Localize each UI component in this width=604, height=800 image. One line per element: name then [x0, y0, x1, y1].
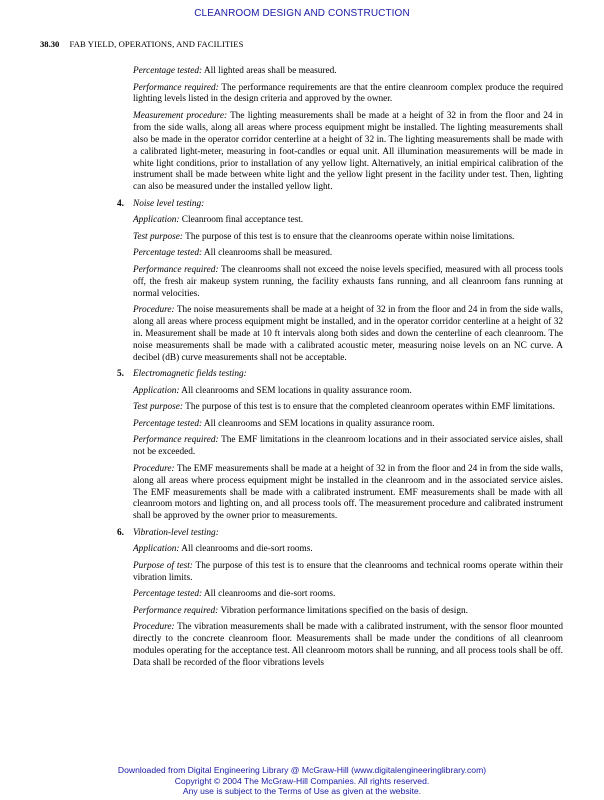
paragraph-text: The purpose of this test is to ensure that the cleanrooms and technical rooms operate within their vibration limits. — [133, 560, 563, 583]
paragraph — [133, 435, 563, 459]
paragraph-text: The purpose of this test is to ensure that the completed cleanroom operates within EMF limitations. — [183, 402, 555, 413]
paragraph-label: Percentage tested: — [133, 589, 203, 600]
paragraph — [133, 248, 563, 260]
paragraph — [133, 606, 563, 618]
paragraph — [133, 561, 563, 585]
item-number: 4. — [117, 198, 124, 209]
paragraph — [133, 402, 563, 414]
paragraph-label: Application: — [133, 544, 180, 555]
paragraph-label: Test purpose: — [133, 402, 184, 413]
paragraph-text: All lighted areas shall be measured. — [202, 66, 337, 76]
paragraph-text: Vibration performance limitations specified on the basis of design. — [218, 605, 469, 616]
download-source-line[interactable]: Downloaded from Digital Engineering Library @ McGraw-Hill (www.digitalengineeringlibrary.com) — [117, 765, 487, 775]
paragraph-text: The cleanrooms shall not exceed the noise levels specified, measured with all process tools off, the fresh air makeup system running, the facility exhausts fans running, and all cleanroom fans running at normal velocities. — [133, 264, 563, 299]
paragraph — [133, 215, 563, 227]
vibration-testing-heading — [117, 527, 563, 540]
paragraph — [133, 386, 563, 398]
paragraph-text: All cleanrooms shall be measured. — [202, 248, 333, 259]
running-head — [40, 39, 564, 50]
book-title-banner: CLEANROOM DESIGN AND CONSTRUCTION — [194, 8, 410, 19]
paragraph-text: The vibration measurements shall be made with a calibrated instrument, with the sensor floor mounted directly to the concrete cleanroom floor. Measurements shall be made under the conditions of all cleanroom modules operating for the acceptance test. All cleanroom motors shall be running, and all process tools shall be off. Data shall be recorded of the floor vibrations levels — [133, 622, 563, 668]
chapter-title: FAB YIELD, OPERATIONS, AND FACILITIES — [69, 39, 244, 49]
paragraph-text: Cleanroom final acceptance test. — [179, 215, 304, 226]
emf-testing-heading — [117, 369, 563, 381]
paragraph-text: The EMF limitations in the cleanroom locations and in their associated service aisles, shall not be exceeded. — [133, 435, 563, 458]
paragraph-text: The noise measurements shall be made at a height of 32 in from the floor and 24 in from the side walls, along all areas where process equipment might be installed, and in the operator corridor centerline at a height of 32 in. Measurement shall be made at 10 ft intervals along both sides and down the centerline of each cleanroom. The noise measurements shall be made with a calibrated acoustic meter, measuring noise levels on an NC curve. A decibel (dB) curve measurements shall not be acceptable. — [133, 305, 563, 363]
paragraph-text: The EMF measurements shall be made at a height of 32 in from the floor and 24 in from the side walls, along all areas where process equipment might be installed in the cleanroom and in the associated service aisles. The EMF measurements shall be made with a calibrated instrument. EMF measurements shall be made with all cleanroom motors and lighting on, and all process tools off. The measurement procedure and calibrated instrument shall be approved by the owner prior to measurements. — [133, 463, 563, 522]
paragraph-text: All cleanrooms and SEM locations in quality assurance room. — [202, 418, 435, 429]
paragraph — [133, 589, 563, 601]
paragraph-label: Percentage tested: — [133, 66, 203, 76]
terms-of-use-line[interactable]: Any use is subject to the Terms of Use as given at the website. — [182, 786, 422, 796]
paragraph — [133, 305, 563, 365]
paragraph-text: The lighting measurements shall be made at a height of 32 in from the floor and 24 in from the side walls, along all areas where process equipment might be installed. The lighting measurements shall also be made in the operator corridor centerline at a height of 32 in. The lighting measurements shall be made with a calibrated light-meter, measuring in foot-candles or equal unit. All illumination measurements will be made in white light conditions, prior to installation of any yellow light. Alternatively, an initial empirical calibration of the instrument shall be made between white light and the yellow light present in the facility under test. Then, lighting can also be measured under the installed yellow light. — [133, 110, 563, 193]
paragraph-text: The performance requirements are that the entire cleanroom complex produce the required lighting levels listed in the design criteria and approved by the owner. — [133, 82, 563, 105]
paragraph — [133, 544, 563, 556]
paragraph-label: Performance required: — [133, 605, 219, 616]
paragraph-label: Performance required: — [133, 82, 219, 93]
paragraph-label: Percentage tested: — [133, 418, 203, 429]
item-title: Vibration-level testing: — [133, 527, 219, 538]
paragraph — [133, 111, 563, 194]
paragraph-label: Percentage tested: — [133, 248, 203, 259]
paragraph-label: Application: — [133, 385, 180, 396]
copyright-line: Copyright © 2004 The McGraw-Hill Companies. All rights reserved. — [174, 775, 430, 786]
paragraph-text: The purpose of this test is to ensure that the cleanrooms operate within noise limitations. — [183, 231, 515, 242]
paragraph-label: Application: — [133, 215, 180, 226]
paragraph — [133, 622, 563, 670]
paragraph-label: Procedure: — [133, 305, 175, 316]
item-number: 6. — [117, 527, 124, 538]
paragraph-text: All cleanrooms and SEM locations in quality assurance room. — [179, 385, 412, 396]
paragraph-label: Performance required: — [133, 435, 219, 446]
paragraph-label: Procedure: — [133, 463, 175, 474]
paragraph-label: Procedure: — [133, 622, 175, 633]
item-title: Noise level testing: — [133, 198, 205, 209]
page-body — [117, 66, 563, 674]
paragraph-label: Test purpose: — [133, 231, 184, 242]
page-number: 38.30 — [40, 39, 60, 49]
noise-level-heading — [117, 198, 563, 211]
paragraph-text: All cleanrooms and die-sort rooms. — [202, 589, 336, 600]
paragraph-label: Purpose of test: — [133, 560, 193, 571]
item-number: 5. — [117, 369, 124, 380]
copyright-footer — [0, 765, 604, 797]
paragraph — [133, 464, 563, 524]
paragraph — [133, 265, 563, 301]
paragraph — [133, 419, 563, 431]
paragraph-label: Performance required: — [133, 264, 219, 275]
item-title: Electromagnetic fields testing: — [133, 369, 247, 380]
paragraph — [133, 83, 563, 107]
paragraph-text: All cleanrooms and die-sort rooms. — [179, 544, 313, 555]
paragraph — [133, 232, 563, 244]
paragraph-label: Measurement procedure: — [133, 110, 228, 121]
paragraph — [133, 66, 563, 78]
